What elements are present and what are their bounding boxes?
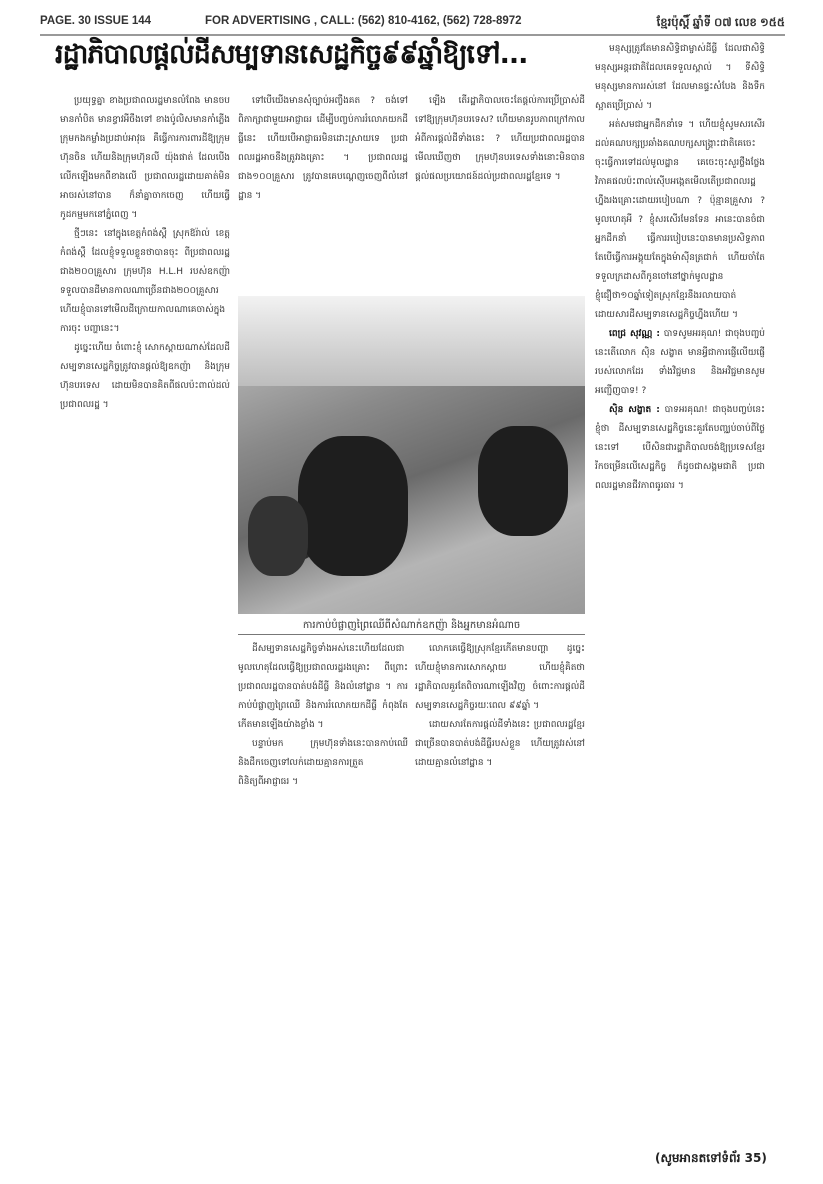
paragraph: ថ្មីៗនេះ នៅក្នុងខេត្តកំពង់ស្ពឺ ស្រុកឱរ៉ាល់ ខេត្តកំពង់ស្ពឺ ដែលខ្ញុំទទួលខ្លួនថាបានចុះ ពីប្រជាពលរដ្ឋជាង២០០គ្រួសារ ក្រុមហ៊ុន H.L.H របស់ឧកញ៉ា ទទួលបានដីមានកាលណាច្រើនជាង២០០គ្រួសារ ហើយខ្ញុំបានទៅមើលដីក្រោយកាលណាគេចាស់ក្នុងការចុះ បញ្ហានេះ។: [60, 229, 230, 334]
page-issue-label: PAGE. 30 ISSUE 144: [40, 15, 152, 27]
paragraph: ឡើង តើរដ្ឋាភិបាលចេះតែផ្តល់ការប្រើប្រាស់ដីទៅឱ្យក្រុមហ៊ុនបរទេស? ហើយមានរូបភាពក្រៅកាលអំពីការផ្តល់ដីទាំងនេះ ? ហើយប្រជាពលរដ្ឋបានមើលឃើញថា ក្រុមហ៊ុនបរទេសទាំងនោះមិនបានផ្តល់ផលប្រយោជន៍ដល់ប្រជាពលរដ្ឋខ្មែរទេ ។: [415, 96, 585, 182]
edition-label: ខ្មែរប៉ុស្តិ៍ ឆ្នាំទី ០៧ លេខ ១៥៥: [656, 17, 785, 29]
paragraph: មនុស្សត្រូវតែមានសិទ្ធិជាម្ចាស់ដីធ្លី ដែលជាសិទ្ធិមនុស្សអន្តរជាតិដែលគេទទួលស្គាល់ ។ ទីសិទ្ធិមនុស្សមានការរស់នៅ ដែលមានផ្ទះសំបែង និងទឹកស្អាតប្រើប្រាស់ ។: [595, 44, 765, 111]
paragraph: ដូច្នេះហើយ ចំពោះខ្ញុំ សោកស្តាយណាស់ដែលដីសម្បទានសេដ្ឋកិច្ចត្រូវបានផ្តល់ឱ្យឧកញ៉ា និងក្រុមហ៊ុនបរទេស ដោយមិនបានគិតពីផលប៉ះពាល់ដល់ប្រជាពលរដ្ឋ ។: [60, 343, 230, 410]
photo-log: [298, 436, 408, 576]
photo-log: [248, 496, 308, 576]
article-column-3-top: [415, 92, 585, 292]
question-text: បាទសូមអរគុណ! ជាចុងបញ្ចប់នេះតើលោក ស៊ិន សង្ខាត មានអ្វីជាការផ្ញើលើយផ្ញើរបស់លោកដែរ ទាំងវិជ្ជមាន និងអវិជ្ជមានសូមអញ្ជើញបាទ! ?: [595, 329, 765, 396]
photo-log: [478, 426, 568, 536]
answer-text: បាទអរគុណ! ជាចុងបញ្ចប់នេះខ្ញុំថា ដីសម្បទានសេដ្ឋកិច្ចនេះគួរតែបញ្ឈប់ចាប់ពីថ្ងៃនេះទៅ បើសិនជារដ្ឋាភិបាលចង់ឱ្យប្រទេសខ្មែររីកចម្រើនលើសេដ្ឋកិច្ច ក៏ដូចជាសង្គមជាតិ ប្រជាពលរដ្ឋមានជីវភាពធូរធារ ។: [595, 405, 765, 491]
continued-on-page-link: (សូមអានតទៅទំព័រ 35): [655, 1151, 767, 1165]
speaker-name: ពេជ្រ សុវណ្ណ :: [609, 329, 661, 339]
article-column-2-bottom: [238, 640, 408, 1160]
article-column-1: [60, 92, 230, 1162]
paragraph: ដោយសារតែការផ្តល់ដីទាំងនេះ ប្រជាពលរដ្ឋខ្មែរជាច្រើនបានបាត់បង់ដីធ្លីរបស់ខ្លួន ហើយត្រូវរស់នៅដោយគ្មានលំនៅដ្ឋាន ។: [415, 720, 585, 768]
article-column-2-top: [238, 92, 408, 292]
speaker-name: ស៊ិន សង្ខាត :: [609, 405, 660, 415]
paragraph: ដីសម្បទានសេដ្ឋកិច្ចទាំងអស់នេះហើយដែលជាមូលហេតុដែលធ្វើឱ្យប្រជាពលរដ្ឋរងគ្រោះ ពីព្រោះប្រជាពលរដ្ឋបានបាត់បង់ដីធ្លី និងលំនៅដ្ឋាន ។ ការកាប់បំផ្លាញព្រៃឈើ និងការរំលោភយកដីធ្លី កំពុងតែកើតមានឡើងយ៉ាងខ្លាំង ។: [238, 644, 408, 730]
interview-answer: [595, 401, 765, 496]
article-headline: រដ្ឋាភិបាលផ្តល់ដីសម្បទានសេដ្ឋកិច្ច៩៩ឆ្នាំឱ្យទៅ...: [55, 39, 528, 70]
interview-question: [595, 325, 765, 401]
paragraph: អត់សមជាអ្នកដឹកនាំទេ ។ ហើយខ្ញុំសូមសរសើរដល់គណបក្សប្រឆាំងគណបក្សសង្គ្រោះជាតិគេចេះចុះធ្វើការទៅដល់មូលដ្ឋាន គេចេះចុះសួរថ្លឹងថ្លែងវិភាគផលប៉ះពាល់ស៊ើបអង្កេតមើលតើប្រជាពលរដ្ឋហ្នឹងរងគ្រោះដោយរបៀបណា ? ប៉ុន្មានគ្រួសារ ? មូលហេតុអី ? ខ្ញុំសរសើរមែនទែន អានេះបានចំជាអ្នកដឹកនាំ ធ្វើការរបៀបនេះបានមានប្រសិទ្ធភាព តែបើធ្វើការអង្គុយតែក្នុងម៉ាស៊ីនត្រជាក់ ហើយចាំតែទទួលក្រដាសពីកូនចៅនៅថ្នាក់មូលដ្ឋាន ខ្ញុំជឿថា១០ឆ្នាំទៀតស្រុកខ្មែរនឹងរលាយបាត់ដោយសារដីសម្បទានសេដ្ឋកិច្ចហ្នឹងហើយ ។: [595, 120, 765, 320]
paragraph: ប្រយុទ្ធគ្នា ខាងប្រជាពលរដ្ឋមានលំពែង មានចប មានកាំបិត មានខ្វាវអីចឹងទៅ ខាងប៉ូលិសមានកាំភ្លើង ក្រុមកងកម្លាំងប្រដាប់អាវុធ គឺធ្វើការការពារដីឱ្យក្រុមហ៊ុនចិន ហើយនិងក្រុមហ៊ុនលី យ៉ុងផាត់ ដែលបើងលើកឡើងមកពីខាងលើ ប្រជាពលរដ្ឋដោយគាត់មិនអាចរស់នៅបាន ក៏នាំគ្នាចាកចេញ ហើយធ្វើកូដកម្មមកនៅភ្នំពេញ ។: [60, 96, 230, 220]
photo-caption: ការកាប់បំផ្លាញព្រៃឈើពីសំណាក់ឧកញ៉ា និងអ្នកមានអំណាច: [302, 620, 521, 631]
photo-sky: [238, 296, 585, 386]
paragraph: ទៅបើយើងមានសុំច្បាប់អញ្ចឹងគត ? ចង់ទៅពិភាក្សាជាមួយអាជ្ញាធរ ដើម្បីបញ្ចប់ការរំលោភយកដីធ្លីនេះ ហើយបើអាជ្ញាធរមិនដោះស្រាយទេ ប្រជាពលរដ្ឋអាចនឹងត្រូវរងគ្រោះ ។ ប្រជាពលរដ្ឋជាង១០០គ្រួសារ ត្រូវបានគេបណ្តេញចេញពីលំនៅដ្ឋាន ។: [238, 96, 408, 201]
article-photo-timber-logs: [238, 296, 585, 614]
paragraph: បន្ទាប់មក ក្រុមហ៊ុនទាំងនេះបានកាប់ឈើ និងដឹកចេញទៅលក់ដោយគ្មានការត្រួតពិនិត្យពីអាជ្ញាធរ ។: [238, 739, 408, 787]
caption-divider: [238, 634, 585, 635]
advertising-contact: FOR ADVERTISING , CALL: (562) 810-4162, (562) 728-8972: [205, 15, 522, 27]
article-column-4: [595, 40, 765, 1145]
header-divider: [40, 34, 785, 36]
article-column-3-bottom: [415, 640, 585, 1160]
page-header: [40, 12, 785, 32]
paragraph: លោកគេធ្វើឱ្យស្រុកខ្មែរកើតមានបញ្ហា ដូច្នេះហើយខ្ញុំមានការសោកស្តាយ ហើយខ្ញុំគិតថា រដ្ឋាភិបាលគួរតែពិចារណាឡើងវិញ ចំពោះការផ្តល់ដីសម្បទានសេដ្ឋកិច្ចរយៈពេល ៩៩ឆ្នាំ ។: [415, 644, 585, 711]
